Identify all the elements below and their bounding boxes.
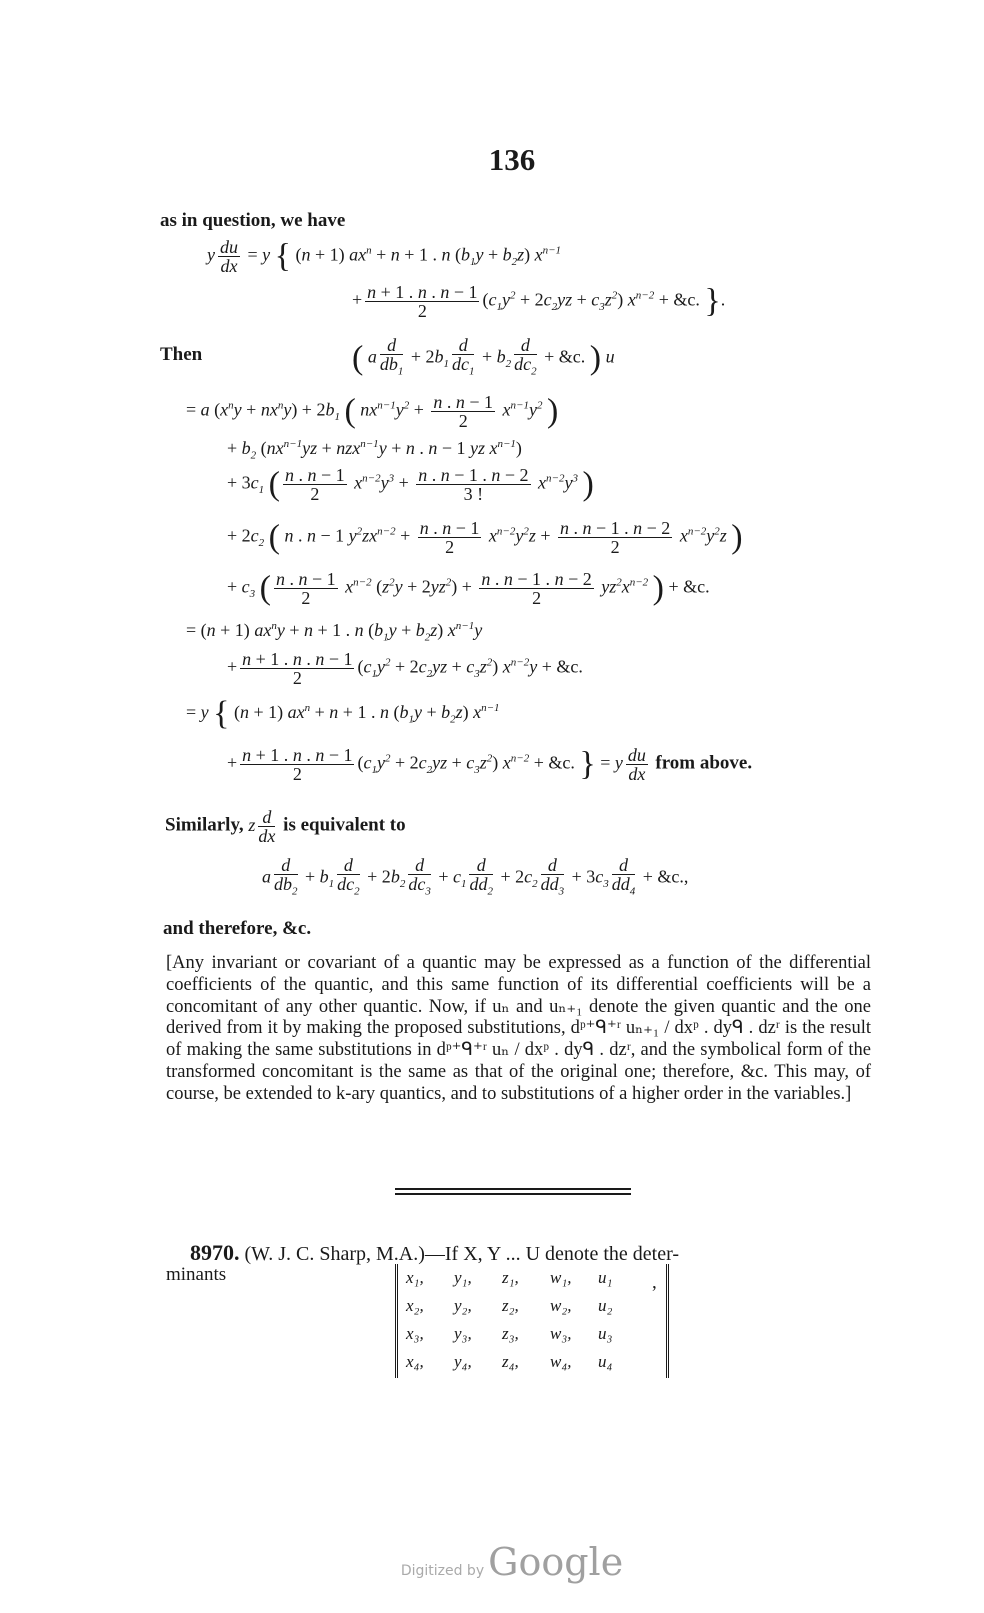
matrix-row — [406, 1320, 646, 1348]
equation-line-2: + $\frac{n + 1 . n . n - 1}{2}$ $(c_1y^2 + 2c_2yz + c_3z^2) x^{n-2}$ + &c. }. — [352, 282, 726, 321]
equation-line-10: = y { (n + 1) $ax^n + n + 1$ . n $(b_1y + b_2z)$ $x^{n-1}$ — [186, 694, 500, 732]
similarly-word: Similarly, — [165, 814, 244, 836]
digitized-footer — [0, 1540, 984, 1584]
matrix-cell: u₂ — [598, 1296, 613, 1315]
equation-line-4: + $b_2$ ($nx^{n-1}yz + nzx^{n-1}y + n$ . n − 1 yz $x^{n-1}$) — [227, 438, 522, 462]
matrix-cell: y₄, — [454, 1352, 472, 1371]
intro-text: as in question, we have — [160, 210, 346, 231]
matrix-cell: z₄, — [502, 1352, 519, 1371]
matrix-cell: u₃ — [598, 1324, 613, 1343]
from-above: from above. — [655, 752, 753, 774]
matrix-cell: w₁, — [550, 1268, 572, 1287]
digitized-label: Digitized by — [400, 1563, 485, 1579]
equation-line-8: = (n + 1) $ax^ny + n + 1$ . n $(b_1y + b_2z)$ $x^{n-1}y$ — [186, 620, 483, 644]
determinant-comma: , — [652, 1272, 657, 1293]
matrix-cell: x₂, — [406, 1296, 424, 1315]
matrix-cell: y₂, — [454, 1296, 472, 1315]
operator-line-2: a $\frac{d}{db_2}$ + $b_1$ $\frac{d}{dc_2}$ + $2b_2$ $\frac{d}{dc_3}$ + $c_1$ $\frac{d}{dd_2}$ + $2c_2$ $\frac{d}{dd_3}$ + $3c_3$ $\frac{d}{dd_4}$ + &c., — [262, 855, 689, 898]
page-number: 136 — [488, 142, 536, 177]
and-therefore: and therefore, &c. — [163, 918, 312, 939]
matrix-cell: x₁, — [406, 1268, 424, 1287]
matrix-cell: z₃, — [502, 1324, 519, 1343]
equation-line-9: + $\frac{n + 1 . n . n - 1}{2}$ $(c_1y^2 + 2c_2yz + c_3z^2) x^{n-2}y$ + &c. — [227, 649, 583, 688]
determinant-matrix — [395, 1264, 669, 1378]
matrix-cell: z₁, — [502, 1268, 519, 1287]
matrix-row — [406, 1292, 646, 1320]
matrix-row — [406, 1348, 646, 1376]
question-continuation: minants — [166, 1264, 227, 1285]
remark-text: [Any invariant or covariant of a quantic may be expressed as a function of the differential coefficients of the quantic, and this same function of its differential coefficients will be a concomitant of any other quantic. Now, if uₙ and uₙ₊₁ denote the given quantic and the one derived from it by making the proposed substitutions, dᵖ⁺ᑫ⁺ʳ uₙ₊₁ / dxᵖ . dyᑫ . dzʳ is the result of making the same substitutions in dᵖ⁺ᑫ⁺ʳ uₙ / dxᵖ . dyᑫ . dzʳ, and the symbolical form of the transformed concomitant is the same as that of the original one; therefore, &c. This may, of course, be extended to k-ary quantics, and to substitutions of a higher order in the variables.] — [166, 953, 871, 1104]
equation-line-6: + $2c_2$ ( n . n − 1 $y^2zx^{n-2}$ + $\frac{n . n - 1}{2}$ $x^{n-2}y^2z$ + $\frac{n . n - 1 . n - 2}{2}$ $x^{n-2}y^2z$ ) — [227, 518, 743, 557]
question-author: (W. J. C. Sharp, M.A.) — [244, 1243, 425, 1265]
question-text: —If X, Y ... U denote the deter- — [424, 1243, 680, 1265]
matrix-cell: u₄ — [598, 1352, 613, 1371]
determinant-table — [406, 1264, 646, 1376]
matrix-cell: x₃, — [406, 1324, 424, 1343]
section-divider — [395, 1188, 631, 1190]
matrix-cell: w₃, — [550, 1324, 572, 1343]
section-divider-2 — [395, 1193, 631, 1195]
equation-line-1: y $\frac{du}{dx}$ = y { (n + 1) $ax^n + n + 1$ . n $(b_1y + b_2z)$ $x^{n-1}$ — [207, 237, 562, 276]
matrix-cell: w₄, — [550, 1352, 572, 1371]
equivalent-phrase: is equivalent to — [283, 814, 406, 836]
remark-paragraph — [166, 953, 871, 1106]
equation-line-11: + $\frac{n + 1 . n . n - 1}{2}$ $(c_1y^2 + 2c_2yz + c_3z^2) x^{n-2}$ + &c. } = y $\frac{du}{dx}$ from above. — [227, 745, 753, 784]
matrix-row — [406, 1264, 646, 1292]
question-number: 8970. — [190, 1240, 240, 1265]
question-heading — [190, 1240, 679, 1266]
operator-line: ( a $\frac{d}{db_1}$ + $2b_1$ $\frac{d}{dc_1}$ + $b_2$ $\frac{d}{dc_2}$ + &c. ) u — [352, 335, 615, 378]
matrix-cell: x₄, — [406, 1352, 424, 1371]
equation-line-5: + $3c_1$ ( $\frac{n . n - 1}{2}$ $x^{n-2}y^3$ + $\frac{n . n - 1 . n - 2}{3 !}$ $x^{n-2}y^3$ ) — [227, 465, 594, 504]
similarly-line: Similarly, z $\frac{d}{dx}$ is equivalent to — [165, 807, 406, 846]
equation-line-7: + $c_3$ ( $\frac{n . n - 1}{2}$ $x^{n-2}$ $(z^2y + 2yz^2)$ + $\frac{n . n - 1 . n - 2}{2}$ $yz^2x^{n-2}$ ) + &c. — [227, 569, 710, 608]
equation-line-3: = a $(x^ny + nx^ny) + 2b_1$ ( $nx^{n-1}y^2$ + $\frac{n . n - 1}{2}$ $x^{n-1}y^2$ ) — [186, 392, 559, 431]
google-logo: Google — [488, 1540, 624, 1584]
label-then: Then — [160, 344, 203, 365]
matrix-cell: y₃, — [454, 1324, 472, 1343]
matrix-cell: w₂, — [550, 1296, 572, 1315]
matrix-cell: y₁, — [454, 1268, 472, 1287]
matrix-cell: z₂, — [502, 1296, 519, 1315]
matrix-cell: u₁ — [598, 1268, 613, 1287]
